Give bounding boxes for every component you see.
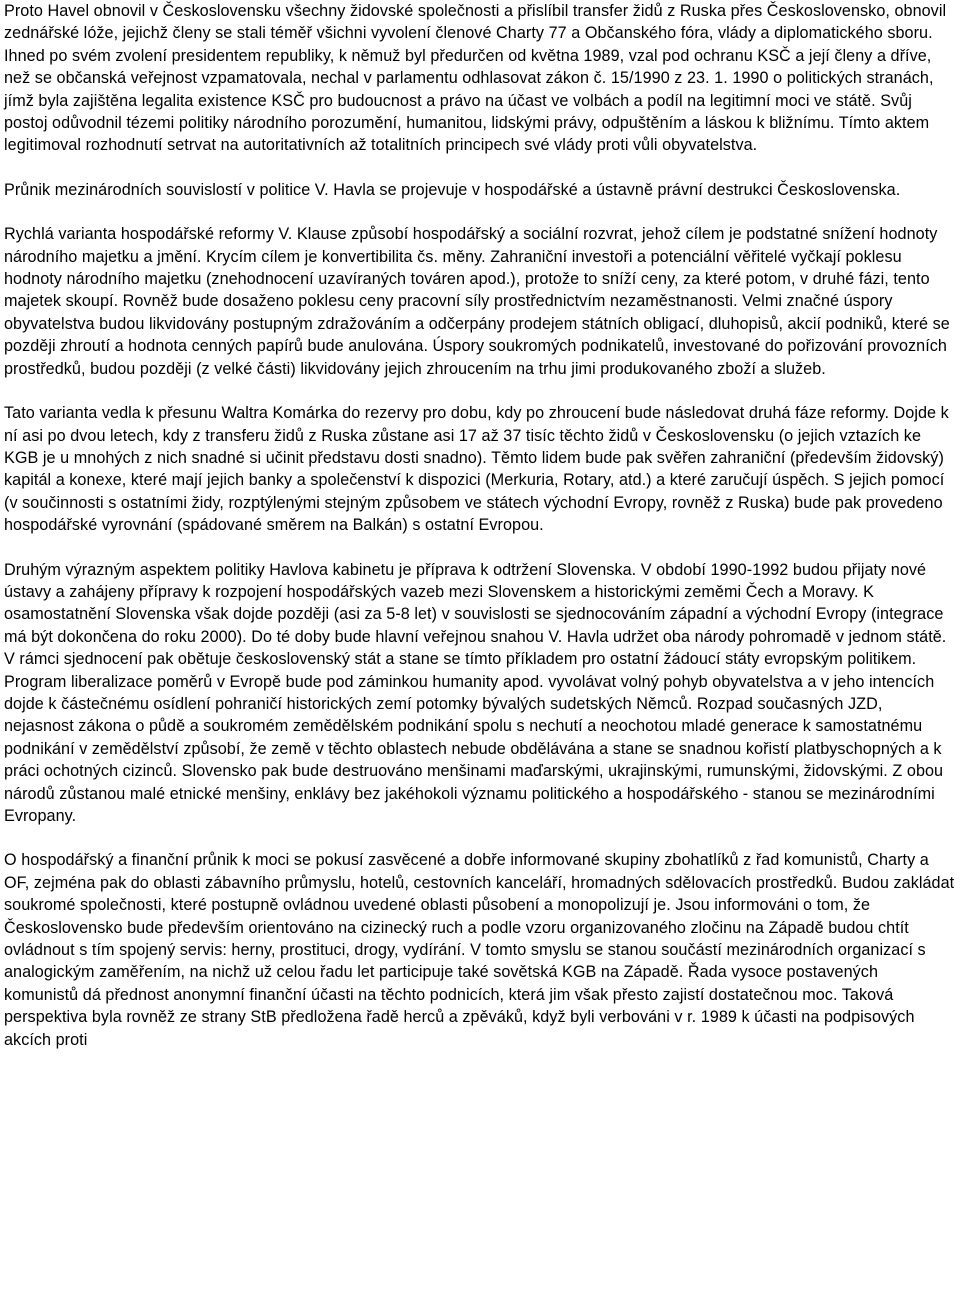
paragraph-havel-politics: Proto Havel obnovil v Československu všechny židovské společnosti a přislíbil transfer židů z Ruska přes Československo, obnovil zednářské lóže, jejichž členy se stali téměř všichni vyvolení členové Charty 77 a Občanského fóra, vlády a diplomatického sboru. Ihned po svém zvolení presidentem republiky, k němuž byl předurčen od května 1989, vzal pod ochranu KSČ a její členy a dříve, než se občanská veřejnost vzpamatovala, nechal v parlamentu odhlasovat zákon č. 15/1990 z 23. 1. 1990 o politických stranách, jímž byla zajištěna legalita existence KSČ pro budoucnost a právo na účast ve volbách a podíl na legitimní moci ve státě. Svůj postoj odůvodnil tézemi politiky národního porozumění, humanitou, lidskými právy, odpuštěním a láskou k bližnímu. Tímto aktem legitimoval rozhodnutí setrvat na autoritativních až totalitních principech své vlády proti vůli obyvatelstva.: [4, 2, 947, 155]
paragraph-economic-reform: Rychlá varianta hospodářské reformy V. Klause způsobí hospodářský a sociální rozvrat, jehož cílem je podstatné snížení hodnoty národního majetku a jmění. Krycím cílem je konvertibilita čs. měny. Zahraniční investoři a potenciální věřitelé vyčkají poklesu hodnoty národního majetku (znehodnocení uzavíraných továren apod.), protože to sníží ceny, za které potom, v druhé fázi, tento majetek skoupí. Rovněž bude dosaženo poklesu ceny pracovní síly prostřednictvím nezaměstnanosti. Velmi značné úspory obyvatelstva budou likvidovány postupným zdražováním a odčerpány prodejem státních obligací, dluhopisů, akcií podniků, které se později zhroutí a hodnota cenných papírů bude anulována. Úspory soukromých podnikatelů, investované do pořizování provozních prostředků, budou později (z velké části) likvidovány jejich zhroucením na trhu jimi produkovaného zboží a služeb.: [4, 225, 950, 378]
paragraph-financial-penetration: O hospodářský a finanční průnik k moci se pokusí zasvěcené a dobře informované skupiny zbohatlíků z řad komunistů, Charty a OF, zejména pak do oblasti zábavního průmyslu, hotelů, cestovních kanceláří, hromadných sdělovacích prostředků. Budou zakládat soukromé společnosti, které postupně ovládnou uvedené oblasti působení a monopolizují je. Jsou informováni o tom, že Československo bude především orientováno na cizinecký ruch a podle vzoru organizovaného zločinu na Západě budou chtít ovládnout s tím spojený servis: herny, prostituci, drogy, vydírání. V tomto smyslu se stanou součástí mezinárodních organizací s analogickým zaměřením, na nichž už celou řadu let participuje také sovětská KGB na Západě. Řada vysoce postavených komunistů dá přednost anonymní finanční účasti na těchto podnicích, která jim však přesto zajistí dostatečnou moc. Taková perspektiva byla rovněž ze strany StB předložena řadě herců a zpěváků, když byli verbováni v r. 1989 k účasti na podpisových akcích proti: [4, 851, 955, 1049]
paragraph-slovakia-separation: Druhým výrazným aspektem politiky Havlova kabinetu je příprava k odtržení Slovenska. V období 1990-1992 budou přijaty nové ústavy a zahájeny přípravy k rozpojení hospodářských vazeb mezi Slovenskem a historickými zeměmi Čech a Moravy. K osamostatnění Slovenska však dojde později (asi za 5-8 let) v souvislosti se sjednocováním západní a východní Evropy (integrace má být dokončena do roku 2000). Do té doby bude hlavní veřejnou snahou V. Havla udržet oba národy pohromadě v jednom státě. V rámci sjednocení pak obětuje československý stát a stane se tímto příkladem pro ostatní žádoucí státy evropským politikem. Program liberalizace poměrů v Evropě bude pod záminkou humanity apod. vyvolávat volný pohyb obyvatelstva a v jeho intencích dojde k částečnému osídlení pohraničí historických zemí potomky bývalých sudetských Němců. Rozpad současných JZD, nejasnost zákona o půdě a soukromém zemědělském podnikání spolu s nechutí a neochotou mladé generace k samostatnému podnikání v zemědělství způsobí, že země v těchto oblastech nebude obdělávána a stane se snadnou kořistí platbyschopných a k práci ochotných cizinců. Slovensko pak bude destruováno menšinami maďarskými, ukrajinskými, rumunskými, židovskými. Z obou národů zůstanou malé etnické menšiny, enklávy bez jakéhokoli významu politického a hospodářského - stanou se mezinárodními Evropany.: [4, 560, 947, 825]
paragraph-second-phase-reform: Tato varianta vedla k přesunu Waltra Komárka do rezervy pro dobu, kdy po zhroucení bude následovat druhá fáze reformy. Dojde k ní asi po dvou letech, kdy z transferu židů z Ruska zůstane asi 17 až 37 tisíc těchto židů v Československu (o jejich vztazích ke KGB je u mnohých z nich snadné si učinit představu dosti snadno). Těmto lidem bude pak svěřen zahraniční (především židovský) kapitál a konexe, které mají jejich banky a společenství k dispozici (Merkuria, Rotary, atd.) a které zaručují úspěch. S jejich pomocí (v součinnosti s ostatními židy, rozptýlenými stejným způsobem ve státech východní Evropy, rovněž z Ruska) bude pak provedeno hospodářské vyrovnání (spádované směrem na Balkán) s ostatní Evropou.: [4, 404, 949, 535]
paragraph-destruction-czechoslovakia: Průnik mezinárodních souvislostí v politice V. Havla se projevuje v hospodářské a ústavně právní destrukci Československa.: [4, 180, 901, 199]
document-page: [4, 0, 956, 1073]
